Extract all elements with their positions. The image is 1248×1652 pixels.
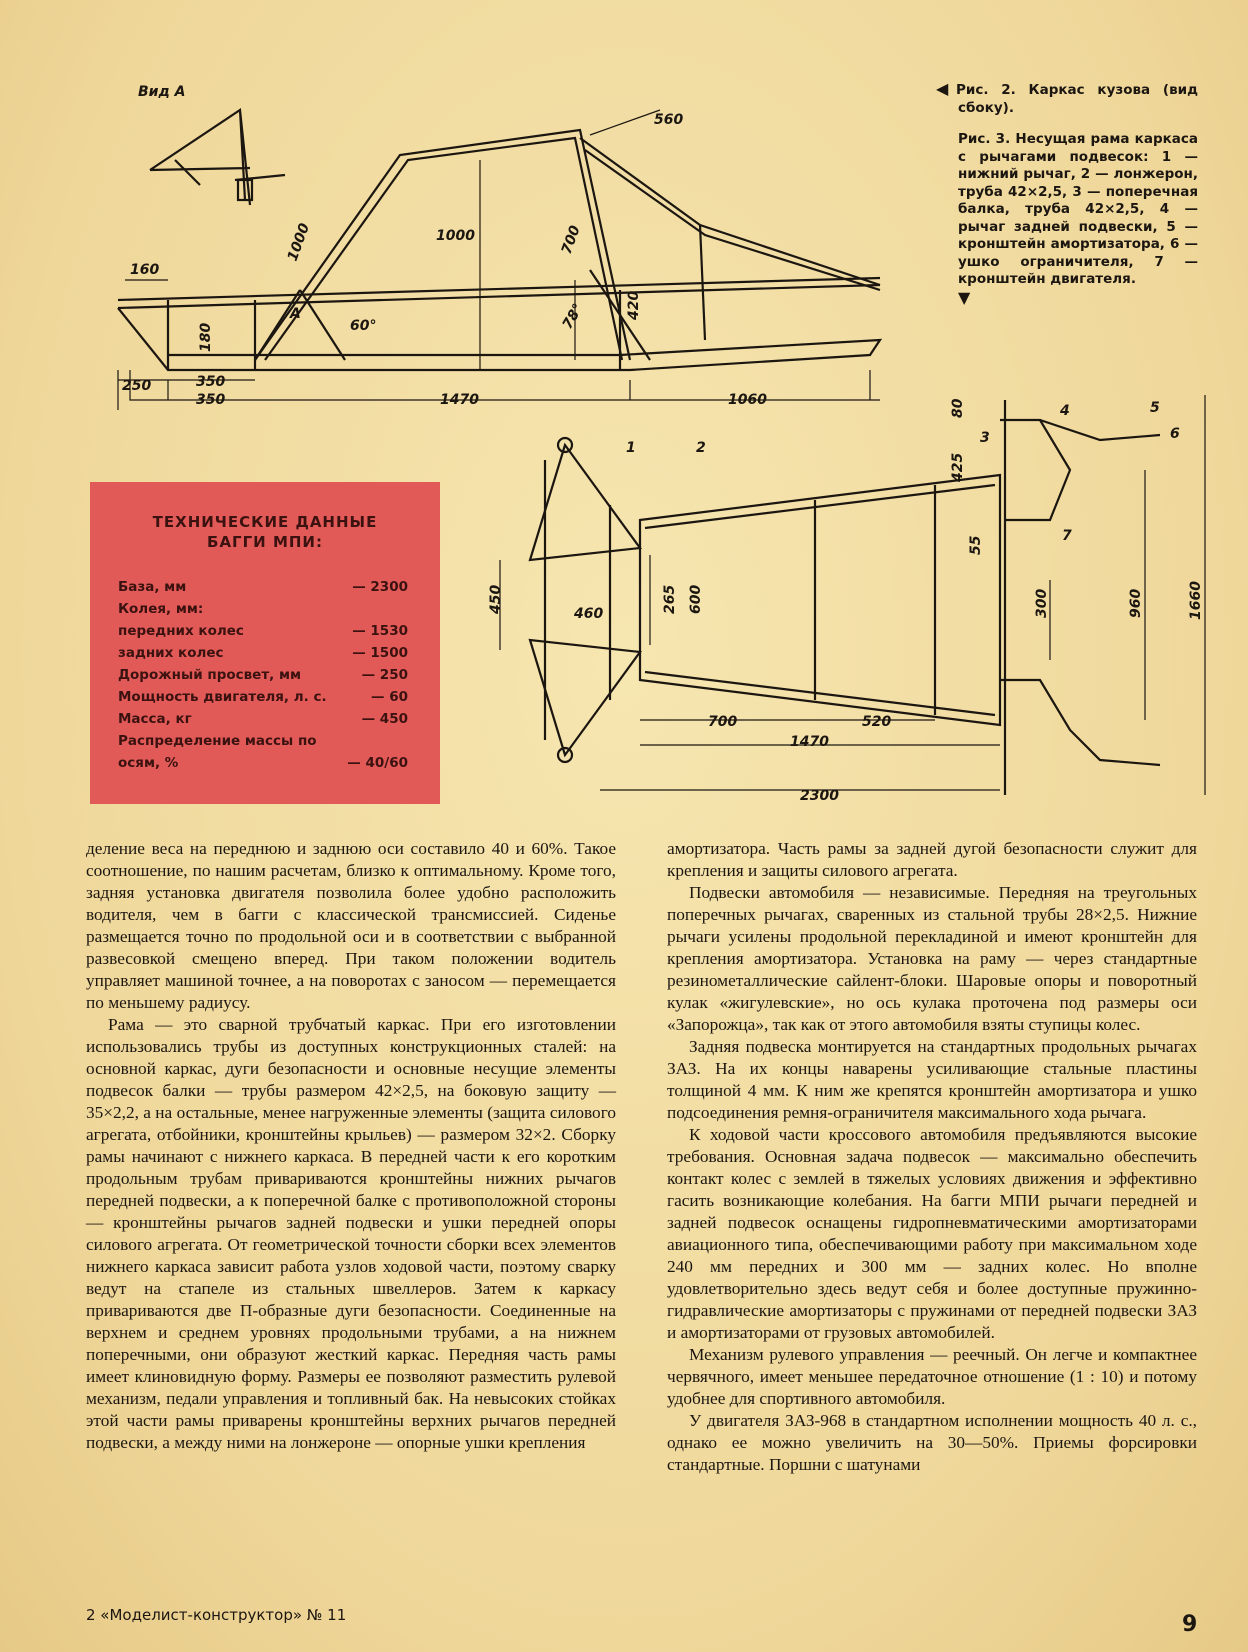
spec-row — [118, 576, 408, 598]
fig3-top-frame — [500, 395, 1205, 795]
figure-captions — [936, 79, 1198, 320]
paragraph: Механизм рулевого управления — реечный. Он легче и компактнее червячного, имеет меньшее передаточное отношение (1 : 10) и потому удобнее для спортивного автомобиля. — [667, 1345, 1197, 1408]
spec-value: — 1530 — [352, 623, 408, 639]
dim-250: 250 — [122, 378, 152, 394]
spec-label: Масса, кг — [118, 711, 192, 727]
dim-520: 520 — [862, 714, 892, 730]
dim-160: 160 — [130, 262, 160, 278]
tech-specs-title-line1: ТЕХНИЧЕСКИЕ ДАННЫЕ — [152, 513, 378, 531]
label-2: 2 — [696, 440, 706, 456]
article-column-left — [86, 838, 616, 1454]
dim-700-top: 700 — [708, 714, 738, 730]
spec-row — [118, 642, 408, 664]
spec-value: — 40/60 — [347, 755, 408, 771]
label-6: 6 — [1170, 426, 1180, 442]
caption-fig3-text: Рис. 3. Несущая рама каркаса с рычагами подвесок: 1 — нижний рычаг, 2 — лонжерон, труба 42×2,5, 3 — поперечная балка, труба 42×2,5, 4 — рычаг задней подвески, 5 — кронштейн амортизатора, 6 — ушко ограничителя, 7 — кронштейн двигателя. — [958, 131, 1198, 287]
dim-78deg: 78° — [559, 301, 587, 332]
dim-1470-side: 1470 — [440, 392, 479, 408]
dim-180: 180 — [198, 322, 214, 352]
tech-specs-list — [118, 576, 408, 774]
dim-960: 960 — [1128, 588, 1144, 618]
paragraph: деление веса на переднюю и заднюю оси составило 40 и 60%. Такое соотношение, по нашим расчетам, близко к оптимальному. Кроме того, задняя установка двигателя позволила более удобно расположить водителя, чем в багги с классической трансмиссией. Сиденье размещается точно по продольной оси и в соответствии с выбранной развесовкой смещено вперед. При таком положении водитель управляет машиной точнее, а на поворотах с заносом — перемещается по меньшему радиусу. — [86, 839, 616, 1012]
dim-265: 265 — [662, 584, 678, 614]
spec-value: — 1500 — [352, 645, 408, 661]
page-number: 9 — [1182, 1612, 1198, 1637]
dim-2300: 2300 — [800, 788, 839, 804]
fig2-dimensions — [122, 84, 767, 408]
spec-label: передних колес — [118, 623, 244, 639]
label-3: 3 — [980, 430, 990, 446]
spec-row — [118, 752, 408, 774]
caption-fig2 — [936, 79, 1198, 117]
dim-1470-top: 1470 — [790, 734, 829, 750]
paragraph: Рама — это сварной трубчатый каркас. При его изготовлении использовались трубы из доступных конструкционных сталей: на основной каркас, дуги безопасности и основные несущие элементы подвесок балки — трубы размером 42×2,5, на боковую защиту — 35×2,2, а на остальные, менее нагруженные элементы (защита силового агрегата, отбойники, кронштейны крыльев) — размером 32×2. Сборку рамы начинают с нижнего каркаса. В передней части к его коротким продольным трубам привариваются кронштейны нижних рычагов передней подвески, а к поперечной балке с противоположной стороны — кронштейны рычагов задней подвески и ушки передней опоры силового агрегата. От геометрической точности сборки всех элементов нижнего каркаса зависит работа узлов ходовой части, поэтому сварку ведут на стапеле из стальных швеллеров. Затем к каркасу привариваются две П-образные дуги безопасности. Соединенные на верхнем и среднем уровнях продольными трубами, а на нижнем поперечными, они образуют жесткий каркас. Передняя часть рамы имеет клиновидную форму. Размеры ее позволяют разместить рулевой механизм, педали управления и топливный бак. На невысоких стойках этой части рамы приварены кронштейны верхних рычагов передней подвески, а между ними на лонжероне — опорные ушки крепления — [86, 1015, 616, 1452]
dim-350-b: 350 — [196, 392, 226, 408]
label-7: 7 — [1062, 528, 1072, 544]
spec-row — [118, 708, 408, 730]
spec-row — [118, 620, 408, 642]
spec-label: задних колес — [118, 645, 224, 661]
dim-1660: 1660 — [1188, 581, 1204, 620]
view-a-label: Вид А — [138, 84, 186, 100]
article-column-right — [667, 838, 1197, 1476]
spec-value: — 250 — [361, 667, 408, 683]
spec-label: Колея, мм: — [118, 601, 204, 617]
dim-460: 460 — [574, 606, 604, 622]
fig3-dimensions — [488, 398, 1204, 804]
fig2-side-frame — [118, 110, 880, 410]
dim-1060: 1060 — [728, 392, 767, 408]
label-1: 1 — [626, 440, 636, 456]
paragraph: К ходовой части кроссового автомобиля предъявляются высокие требования. Основная задача подвесок — максимально обеспечить контакт колес с землей в тяжелых условиях движения и эффективно гасить возникающие колебания. На багги МПИ рычаги передней и задней подвесок оснащены гидропневматическими амортизаторами авиационного типа, обеспечивающими работу при максимальном ходе 240 мм передних и 300 мм — задних колес. Но вполне удовлетворительно здесь ведут себя и более доступные пружинно-гидравлические амортизаторы с пружинами от передней подвески ЗАЗ и амортизаторами от грузовых автомобилей. — [667, 1125, 1197, 1342]
paragraph: амортизатора. Часть рамы за задней дугой безопасности служит для крепления и защиты силового агрегата. — [667, 839, 1197, 880]
dim-560: 560 — [654, 112, 684, 128]
spec-row — [118, 730, 408, 752]
dim-60deg: 60° — [350, 318, 377, 334]
dim-1000-b: 1000 — [436, 228, 475, 244]
spec-value: — 2300 — [352, 579, 408, 595]
tech-specs-title — [90, 512, 440, 552]
caption-fig2-text: Рис. 2. Каркас кузова (вид сбоку). — [956, 82, 1198, 116]
arrow-down-icon: ▼ — [958, 287, 971, 307]
paragraph: Задняя подвеска монтируется на стандартных продольных рычагах ЗАЗ. На их концы наварены усиливающие стальные пластины толщиной 4 мм. К ним же крепятся кронштейн амортизатора и ушко подсоединения ремня-ограничителя максимального хода рычага. — [667, 1037, 1197, 1122]
label-4: 4 — [1060, 403, 1070, 419]
dim-600: 600 — [688, 584, 704, 614]
footer-magazine-title: 2 «Моделист-конструктор» № 11 — [86, 1606, 347, 1624]
spec-value: — 60 — [371, 689, 408, 705]
spec-value: — 450 — [361, 711, 408, 727]
caption-fig3 — [958, 131, 1198, 306]
spec-label: Дорожный просвет, мм — [118, 667, 302, 683]
dim-420: 420 — [626, 290, 642, 320]
spec-label: Мощность двигателя, л. с. — [118, 689, 327, 705]
spec-row — [118, 598, 408, 620]
tech-specs-title-line2: БАГГИ МПИ: — [207, 533, 323, 551]
tech-specs-box — [90, 482, 440, 804]
view-a-marker: А — [290, 306, 301, 322]
spec-row — [118, 686, 408, 708]
spec-label: Распределение массы по — [118, 733, 317, 749]
dim-1000-a: 1000 — [284, 221, 314, 264]
dim-80: 80 — [950, 398, 966, 418]
dim-700: 700 — [558, 223, 584, 257]
dim-350-a: 350 — [196, 374, 226, 390]
spec-row — [118, 664, 408, 686]
paragraph: Подвески автомобиля — независимые. Передняя на треугольных поперечных рычагах, сваренных из стальной трубы 28×2,5. Нижние рычаги усилены продольной перекладиной и имеют кронштейн для крепления амортизатора. Установка на раму — через стандартные резинометаллические сайлент-блоки. Шаровые опоры и поворотный кулак «жигулевские», но ось кулака проточена под размеры оси «Запорожца», так как от этого автомобиля взяты ступицы колес. — [667, 883, 1197, 1034]
spec-label: осям, % — [118, 755, 179, 771]
dim-55: 55 — [968, 535, 984, 555]
label-5: 5 — [1150, 400, 1160, 416]
dim-300: 300 — [1034, 588, 1050, 618]
dim-450: 450 — [488, 584, 504, 614]
paragraph: У двигателя ЗАЗ-968 в стандартном исполнении мощность 40 л. с., однако ее можно увеличить на 30—50%. Приемы форсировки стандартные. Поршни с шатунами — [667, 1411, 1197, 1474]
arrow-left-icon: ◀ — [936, 79, 949, 98]
spec-label: База, мм — [118, 579, 187, 595]
dim-425: 425 — [950, 452, 966, 482]
